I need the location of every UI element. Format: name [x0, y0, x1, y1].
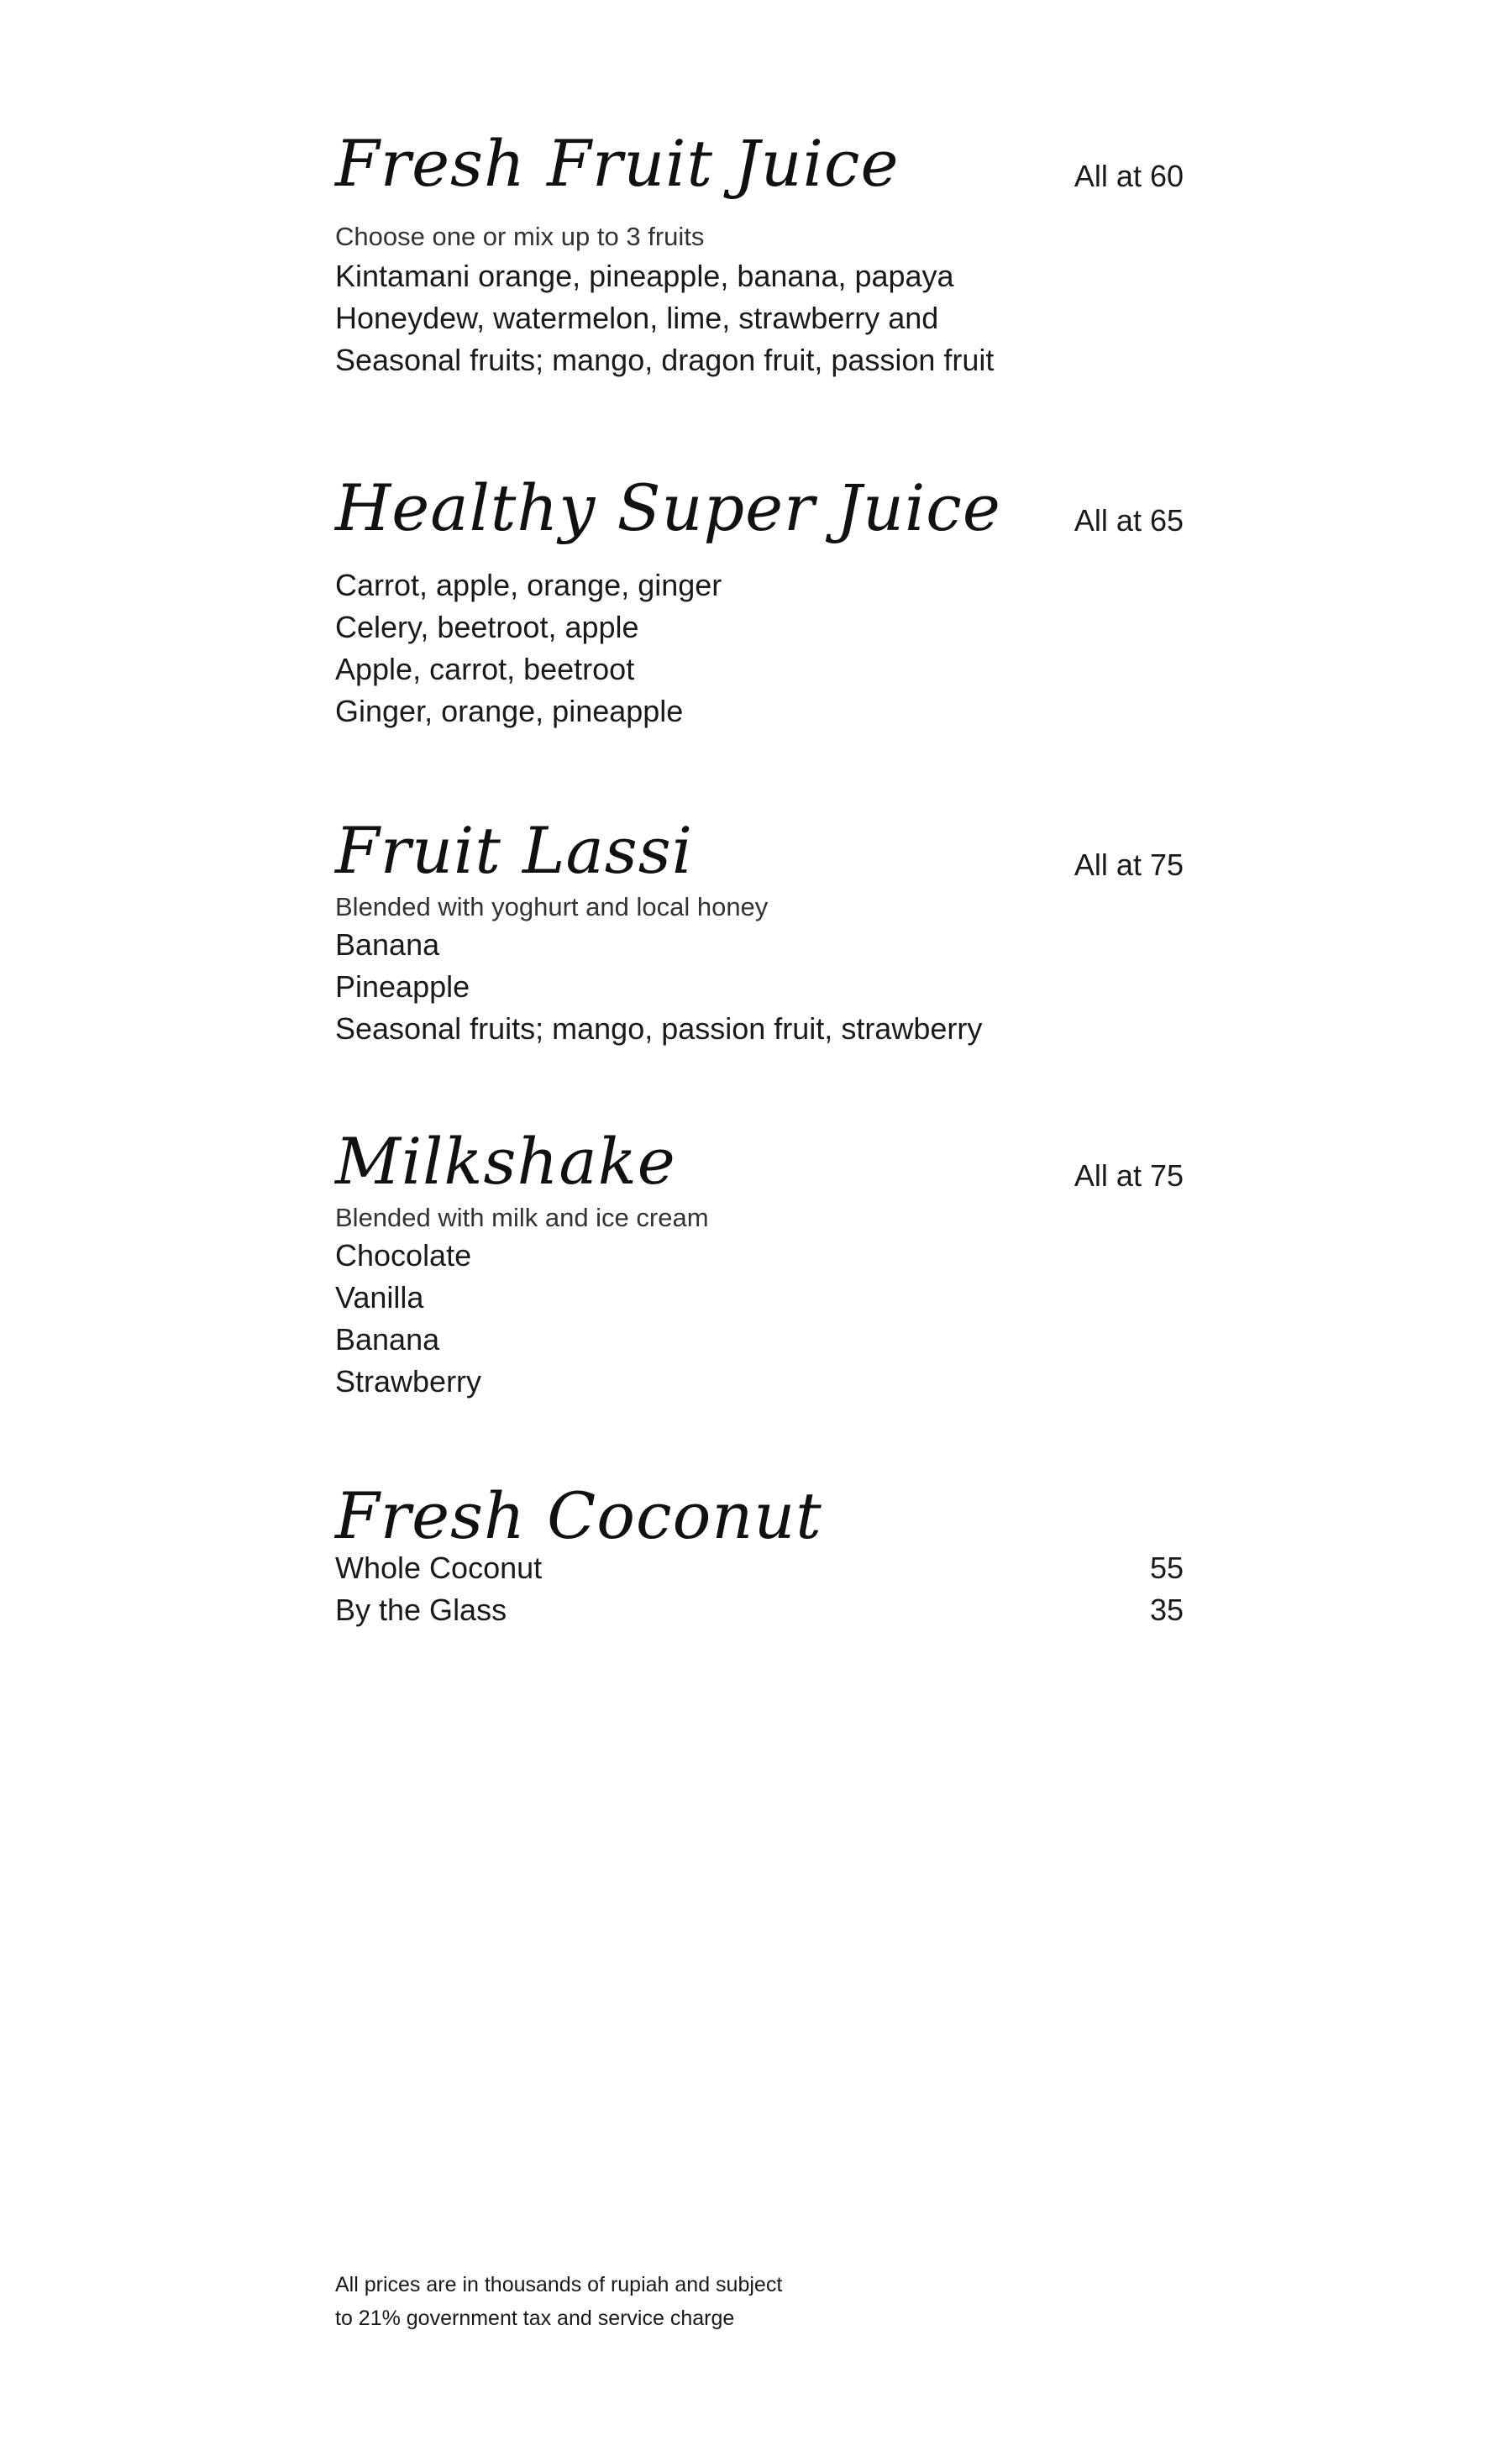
section-fresh-fruit-juice	[335, 126, 1184, 386]
item-name: By the Glass	[335, 1593, 507, 1627]
list-item: Vanilla	[335, 1280, 424, 1315]
item-price: 55	[1149, 1551, 1184, 1585]
section-title: Fresh Fruit Juice	[335, 126, 900, 201]
item-list	[335, 1547, 1184, 1631]
section-title: Milkshake	[335, 1124, 676, 1199]
section-note: Choose one or mix up to 3 fruits	[335, 222, 705, 251]
item-list	[335, 255, 1184, 381]
section-title: Healthy Super Juice	[335, 470, 1001, 545]
list-item-by-the-glass	[335, 1589, 1184, 1631]
section-fruit-lassi	[335, 813, 1184, 1065]
section-price: All at 65	[1074, 503, 1184, 538]
disclaimer-line-1: All prices are in thousands of rupiah and subject	[335, 2273, 783, 2296]
list-item: Kintamani orange, pineapple, banana, papaya	[335, 259, 954, 293]
list-item: Strawberry	[335, 1364, 482, 1399]
section-note: Blended with yoghurt and local honey	[335, 892, 769, 921]
list-item: Seasonal fruits; mango, dragon fruit, passion fruit	[335, 343, 995, 377]
section-price: All at 75	[1074, 1158, 1184, 1193]
list-item: Celery, beetroot, apple	[335, 610, 639, 644]
list-item: Honeydew, watermelon, lime, strawberry and	[335, 301, 939, 335]
section-milkshake	[335, 1124, 1184, 1418]
section-note: Blended with milk and ice cream	[335, 1203, 709, 1232]
list-item: Banana	[335, 927, 440, 962]
price-disclaimer	[335, 2268, 782, 2335]
list-item: Apple, carrot, beetroot	[335, 652, 635, 686]
item-price: 35	[1149, 1593, 1184, 1627]
list-item: Pineapple	[335, 969, 470, 1004]
list-item: Carrot, apple, orange, ginger	[335, 568, 722, 602]
list-item-whole-coconut	[335, 1547, 1184, 1589]
item-list	[335, 924, 1184, 1050]
section-healthy-super-juice	[335, 470, 1184, 748]
list-item: Seasonal fruits; mango, passion fruit, strawberry	[335, 1011, 983, 1046]
disclaimer-line-2: to 21% government tax and service charge	[335, 2307, 735, 2330]
item-list	[335, 564, 1184, 732]
section-title: Fresh Coconut	[335, 1478, 822, 1553]
list-item: Banana	[335, 1322, 440, 1357]
section-price: All at 60	[1074, 159, 1184, 193]
list-item: Chocolate	[335, 1238, 472, 1273]
item-list	[335, 1235, 1184, 1403]
section-fresh-coconut	[335, 1478, 1184, 1646]
item-name: Whole Coconut	[335, 1551, 543, 1585]
section-price: All at 75	[1074, 848, 1184, 882]
list-item: Ginger, orange, pineapple	[335, 694, 684, 728]
section-title: Fruit Lassi	[335, 813, 694, 888]
